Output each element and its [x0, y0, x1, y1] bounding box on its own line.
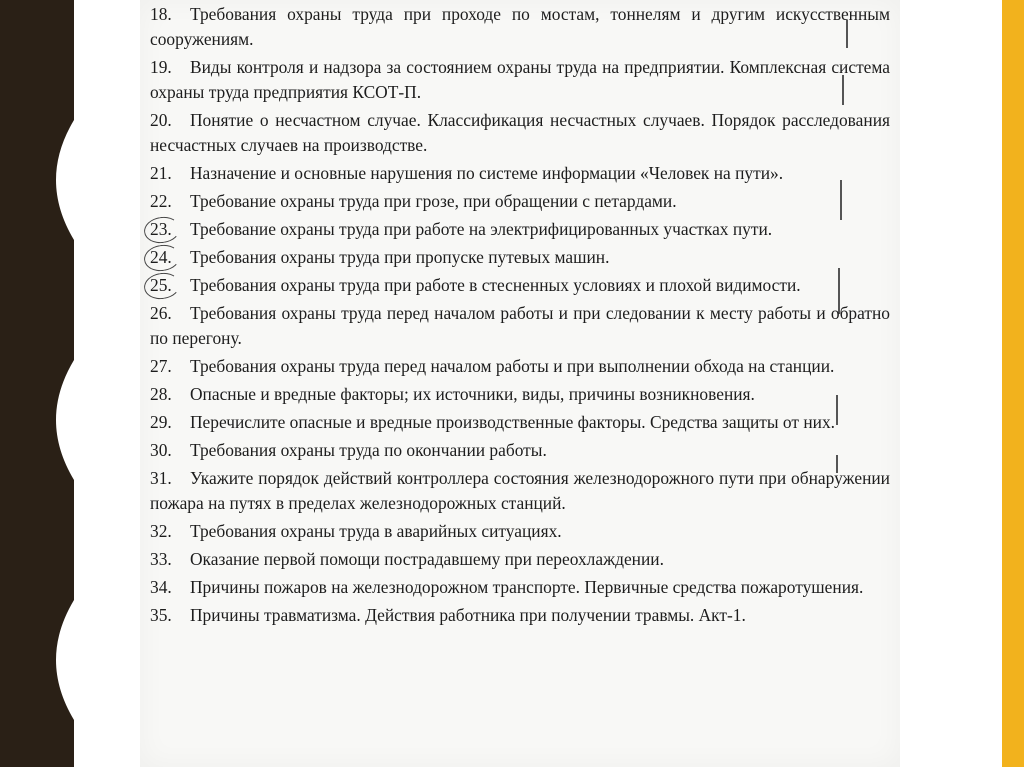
- list-item: [150, 603, 890, 628]
- item-text: Причины травматизма. Действия работника при получении травмы. Акт-1.: [190, 605, 746, 625]
- item-number: 19.: [150, 57, 172, 77]
- list-item: [150, 189, 890, 214]
- question-list: [150, 2, 890, 631]
- item-number: 32.: [150, 521, 172, 541]
- item-number: 24.: [150, 245, 190, 270]
- item-text: Понятие о несчастном случае. Классификация несчастных случаев. Порядок расследования несчастных случаев на производстве.: [150, 110, 890, 155]
- item-text: Причины пожаров на железнодорожном транспорте. Первичные средства пожаротушения.: [190, 577, 864, 597]
- wavy-edge-decoration: [0, 0, 110, 767]
- item-number: 23.: [150, 217, 190, 242]
- item-text: Опасные и вредные факторы; их источники, виды, причины возникновения.: [190, 384, 755, 404]
- list-item: [150, 438, 890, 463]
- item-number: 26.: [150, 303, 172, 323]
- list-item: [150, 466, 890, 516]
- item-number: 22.: [150, 191, 172, 211]
- item-text: Требования охраны труда при проходе по мостам, тоннелям и другим искусственным сооружениям.: [150, 4, 890, 49]
- item-text: Назначение и основные нарушения по системе информации «Человек на пути».: [190, 163, 784, 183]
- item-text: Требование охраны труда при грозе, при обращении с петардами.: [190, 191, 677, 211]
- item-number: 27.: [150, 356, 172, 376]
- list-item: [150, 354, 890, 379]
- list-item: [150, 2, 890, 52]
- list-item: [150, 547, 890, 572]
- item-text: Перечислите опасные и вредные производственные факторы. Средства защиты от них.: [190, 412, 835, 432]
- right-accent-bar: [1002, 0, 1024, 767]
- item-text: Оказание первой помощи пострадавшему при переохлаждении.: [190, 549, 664, 569]
- item-number: 28.: [150, 384, 172, 404]
- item-number: 34.: [150, 577, 172, 597]
- list-item: [150, 108, 890, 158]
- item-number: 20.: [150, 110, 172, 130]
- item-number: 30.: [150, 440, 172, 460]
- item-text: Требования охраны труда при пропуске путевых машин.: [190, 247, 610, 267]
- item-text: Требования охраны труда по окончании работы.: [190, 440, 547, 460]
- list-item: [150, 410, 890, 435]
- list-item: [150, 519, 890, 544]
- item-text: Требования охраны труда перед началом работы и при выполнении обхода на станции.: [190, 356, 835, 376]
- item-number: 25.: [150, 273, 190, 298]
- list-item: [150, 273, 890, 298]
- item-number: 33.: [150, 549, 172, 569]
- item-text: Требования охраны труда при работе в стесненных условиях и плохой видимости.: [190, 275, 801, 295]
- item-text: Требование охраны труда при работе на электрифицированных участках пути.: [190, 219, 773, 239]
- list-item: [150, 161, 890, 186]
- list-item: [150, 301, 890, 351]
- list-item: [150, 217, 890, 242]
- item-text: Требования охраны труда в аварийных ситуациях.: [190, 521, 562, 541]
- item-number: 18.: [150, 4, 172, 24]
- list-item: [150, 245, 890, 270]
- item-number: 35.: [150, 605, 172, 625]
- list-item: [150, 55, 890, 105]
- item-text: Укажите порядок действий контроллера состояния железнодорожного пути при обнаружении пожара на путях в пределах железнодорожных станций.: [150, 468, 890, 513]
- list-item: [150, 382, 890, 407]
- item-number: 29.: [150, 412, 172, 432]
- item-number: 21.: [150, 163, 172, 183]
- item-text: Требования охраны труда перед началом работы и при следовании к месту работы и обратно по перегону.: [150, 303, 890, 348]
- item-text: Виды контроля и надзора за состоянием охраны труда на предприятии. Комплексная система охраны труда предприятия КСОТ-П.: [150, 57, 890, 102]
- item-number: 31.: [150, 468, 172, 488]
- list-item: [150, 575, 890, 600]
